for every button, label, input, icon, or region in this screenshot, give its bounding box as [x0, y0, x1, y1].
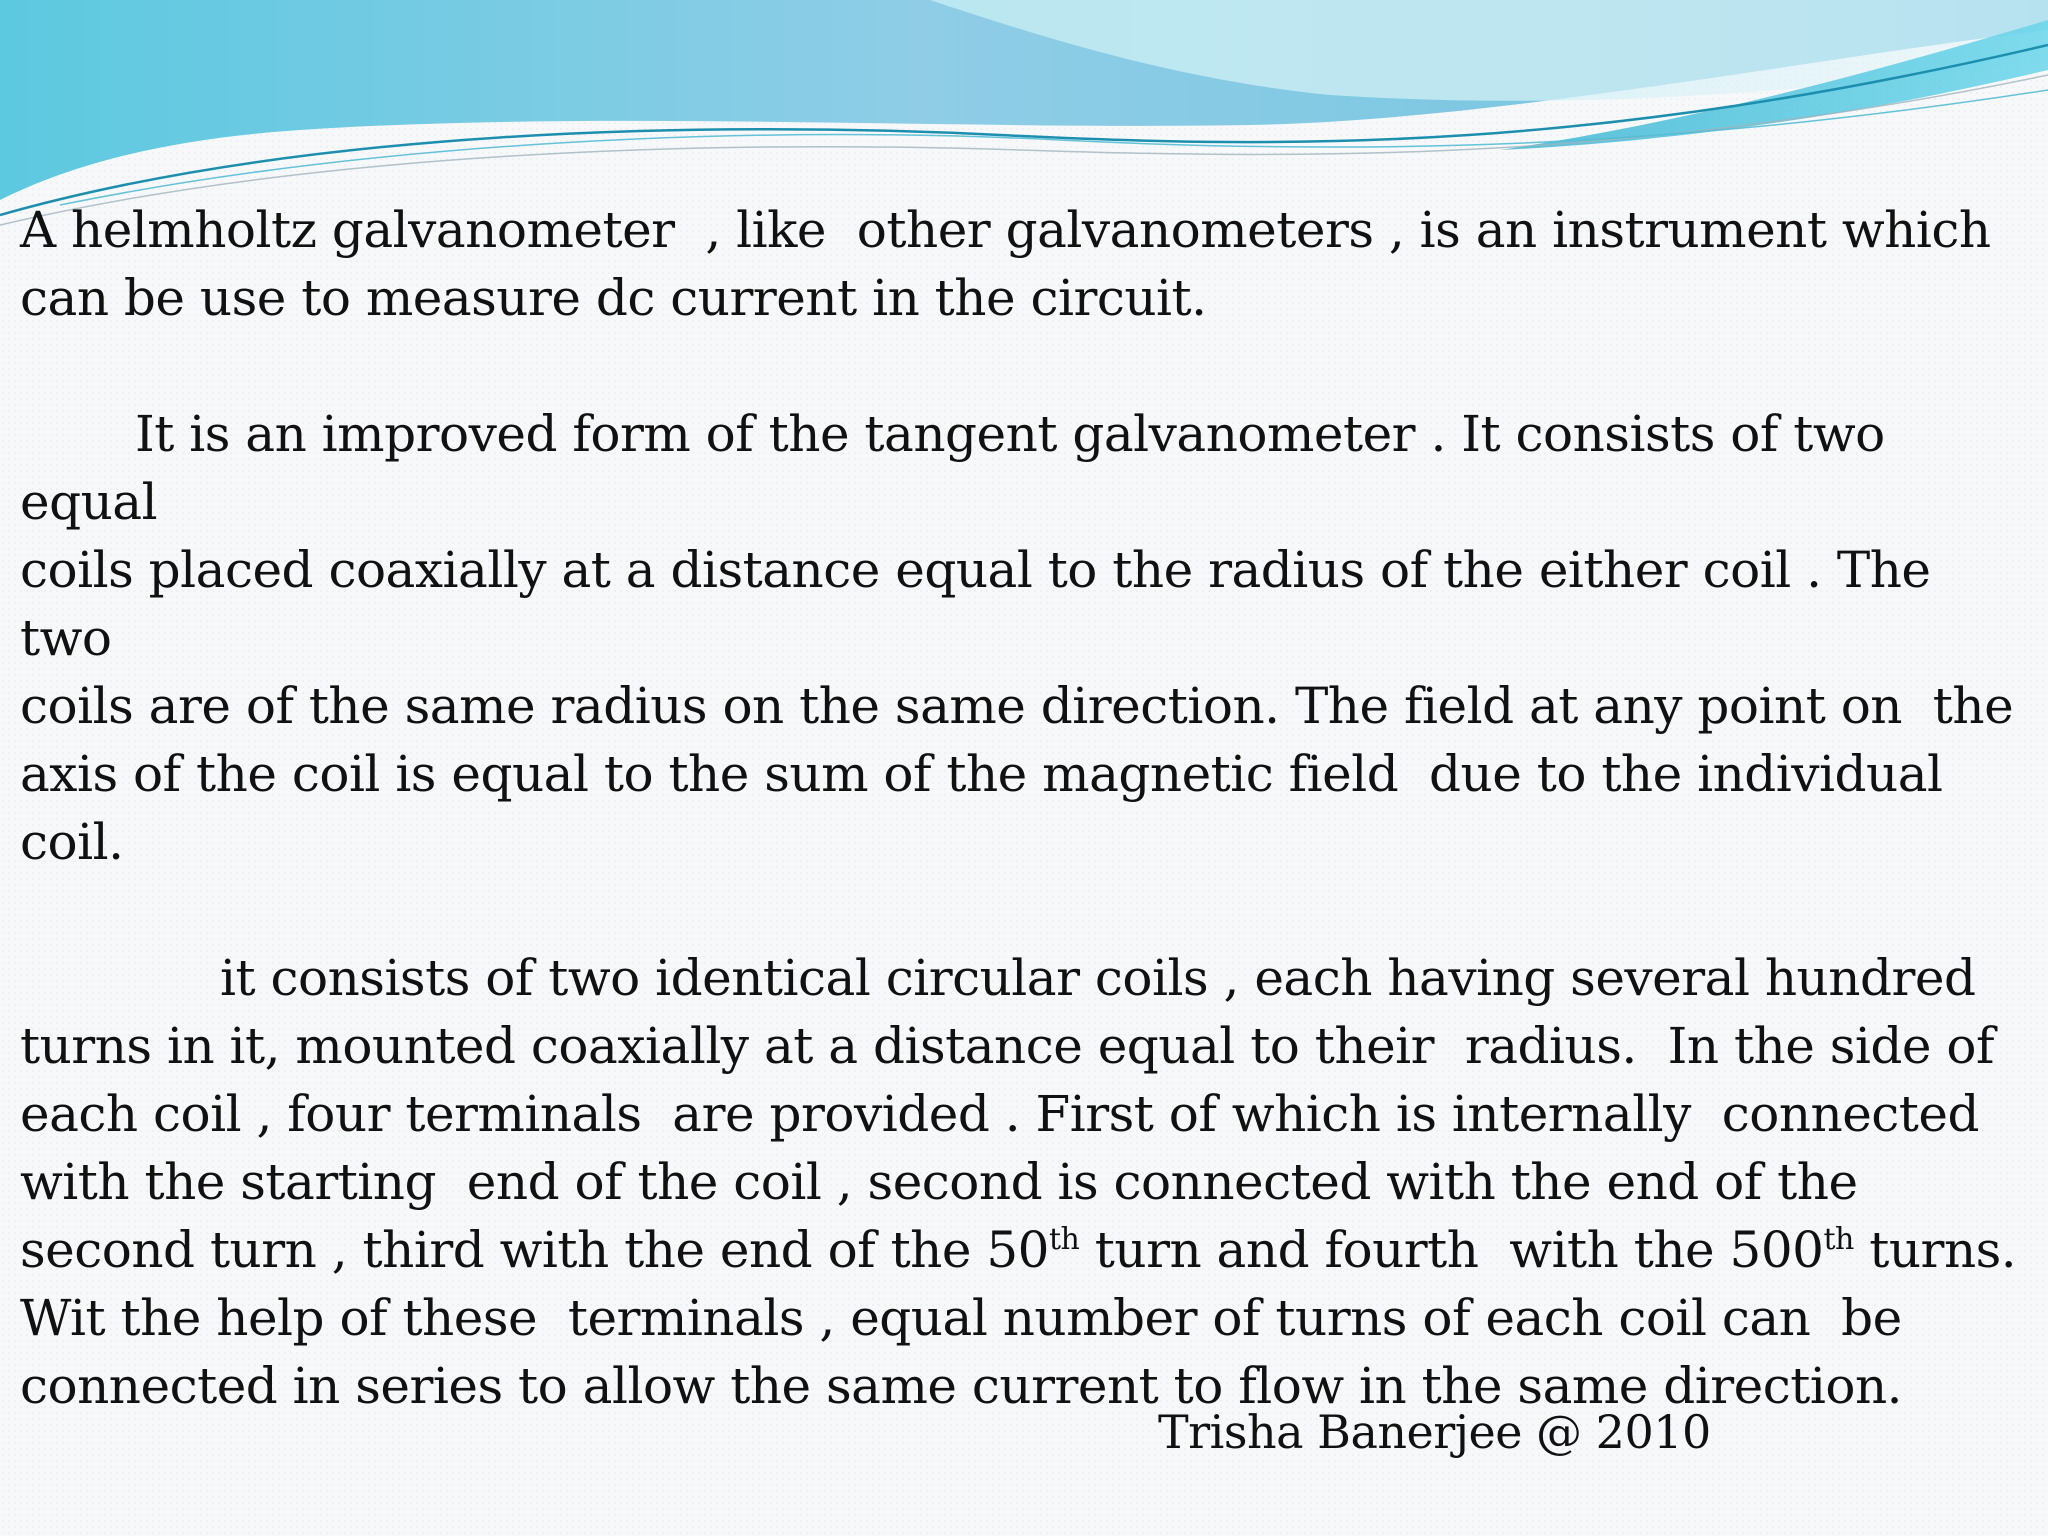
slide-body	[20, 196, 2020, 1420]
paragraph-gap	[20, 876, 2020, 944]
p1-line-2: can be use to measure dc current in the circuit.	[20, 269, 1207, 327]
p3-line-5	[20, 1221, 2016, 1279]
p3-line-3: each coil , four terminals are provided . First of which is internally connected	[20, 1085, 1979, 1143]
superscript-th-2: th	[1823, 1222, 1854, 1257]
p2-line-1: It is an improved form of the tangent galvanometer . It consists of two equal	[20, 405, 1901, 531]
paragraph-3	[20, 944, 2020, 1420]
p2-line-5: coil.	[20, 813, 124, 871]
p3-line-7: connected in series to allow the same current to flow in the same direction.	[20, 1357, 1903, 1415]
p2-line-2: coils placed coaxially at a distance equal to the radius of the either coil . The two	[20, 541, 1946, 667]
p1-line-1: A helmholtz galvanometer , like other galvanometers , is an instrument which	[20, 201, 1991, 259]
p3-line-6: Wit the help of these terminals , equal number of turns of each coil can be	[20, 1289, 1902, 1347]
p3-line-5-part-1: second turn , third with the end of the 50	[20, 1221, 1049, 1279]
superscript-th-1: th	[1048, 1222, 1080, 1257]
paragraph-gap	[20, 332, 2020, 400]
p3-line-5-part-2: turn and fourth with the 500	[1079, 1221, 1824, 1279]
p2-line-3: coils are of the same radius on the same direction. The field at any point on the	[20, 677, 2014, 735]
p3-line-2: turns in it, mounted coaxially at a distance equal to their radius. In the side of	[20, 1017, 1994, 1075]
p2-line-4: axis of the coil is equal to the sum of the magnetic field due to the individual	[20, 745, 1943, 803]
paragraph-2	[20, 400, 2020, 876]
p3-line-5-part-3: turns.	[1853, 1221, 2017, 1279]
p3-line-1: it consists of two identical circular coils , each having several hundred	[220, 949, 1976, 1007]
p3-line-4: with the starting end of the coil , second is connected with the end of the	[20, 1153, 1858, 1211]
footer-credit: Trisha Banerjee @ 2010	[1158, 1405, 1711, 1459]
paragraph-1	[20, 196, 2020, 332]
